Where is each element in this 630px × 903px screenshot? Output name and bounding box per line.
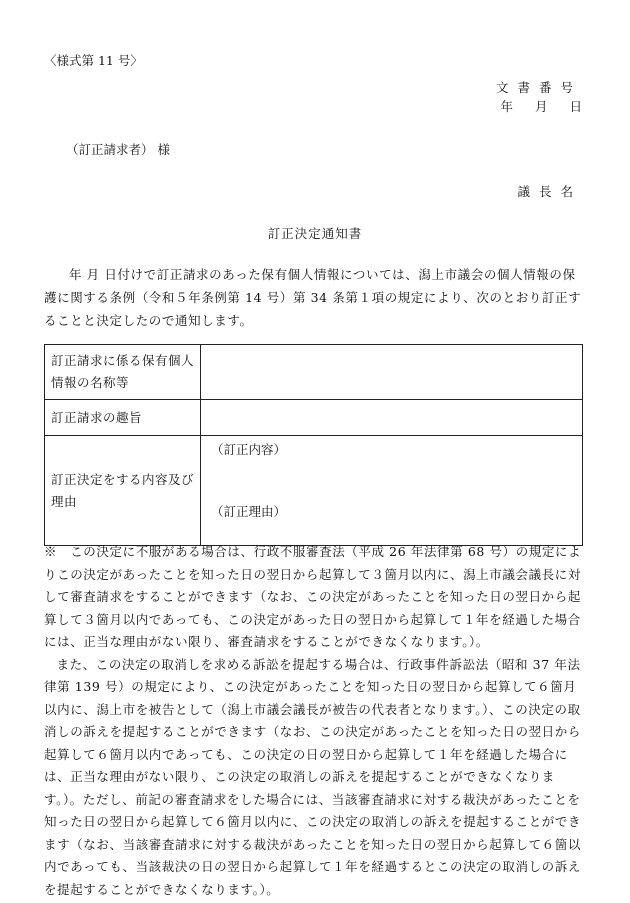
row-label-info-name: 訂正請求に係る保有個人情報の名称等 bbox=[45, 345, 201, 400]
table-row bbox=[45, 400, 583, 436]
table-row bbox=[45, 345, 583, 400]
row-value-info-name bbox=[201, 345, 583, 400]
correction-content-label: （訂正内容） bbox=[211, 442, 287, 457]
correction-reason-label: （訂正理由） bbox=[211, 504, 287, 519]
form-number: 〈様式第 11 号〉 bbox=[44, 53, 143, 68]
note-appeal: ※ この決定に不服がある場合は、行政不服審査法（平成 26 年法律第 68 号）の規定によりこの決定があったことを知った日の翌日から起算して３箇月以内に、潟上市議会議長に対して審査請求をすることができます（なお、この決定があったことを知った日の翌日から起算して３箇月以内であっても、この決定があった日の翌日から起算して１年を経過した場合には、正当な理由がない限り、審査請求をすることができなくなります。）。 bbox=[44, 544, 582, 649]
note-lawsuit: また、この決定の取消しを求める訴訟を提起する場合は、行政事件訴訟法（昭和 37 年法律第 139 号）の規定により、この決定があったことを知った日の翌日から起算して６箇月以内に、潟上市を被告として（潟上市議会議長が被告の代表者となります。）、この決定の取消しの訴えを提起することができます（なお、この決定があったことを知った日の翌日から起算して６箇月以内であっても、この決定の日の翌日から起算して１年を経過した場合には、正当な理由がない限り、この決定の取消しの訴えを提起することができなくなります。）。ただし、前記の審査請求をした場合には、当該審査請求に対する裁決があったことを知った日の翌日から起算して６箇月以内に、この決定の取消しの訴えを提起することができます（なお、当該審査請求に対する裁決があったことを知った日の翌日から起算して６箇以内であっても、当該裁決の日の翌日から起算して１年を経過するとこの決定の取消しの訴えを提起することができなくなります。）。 bbox=[44, 656, 582, 897]
table-row bbox=[45, 436, 583, 546]
row-value-request-purpose bbox=[201, 400, 583, 436]
body-text: 年 月 日付けで訂正請求のあった保有個人情報については、潟上市議会の個人情報の保護に関する条例（令和５年条例第 14 号）第 34 条第１項の規定により、次のとおり訂正することと決定したので通知します。 bbox=[44, 267, 582, 328]
notes-section bbox=[44, 541, 589, 901]
sender-name: 議長名 bbox=[517, 184, 582, 199]
row-value-decision-content bbox=[201, 436, 583, 546]
row-label-request-purpose: 訂正請求の趣旨 bbox=[45, 400, 201, 436]
document-date: 年 月 日 bbox=[500, 99, 582, 114]
addressee: （訂正請求者） 様 bbox=[66, 142, 170, 157]
document-number: 文書番号 bbox=[495, 80, 582, 95]
decision-table bbox=[44, 344, 583, 546]
document-title: 訂正決定通知書 bbox=[267, 226, 363, 241]
row-label-decision-content: 訂正決定をする内容及び理由 bbox=[45, 436, 201, 546]
